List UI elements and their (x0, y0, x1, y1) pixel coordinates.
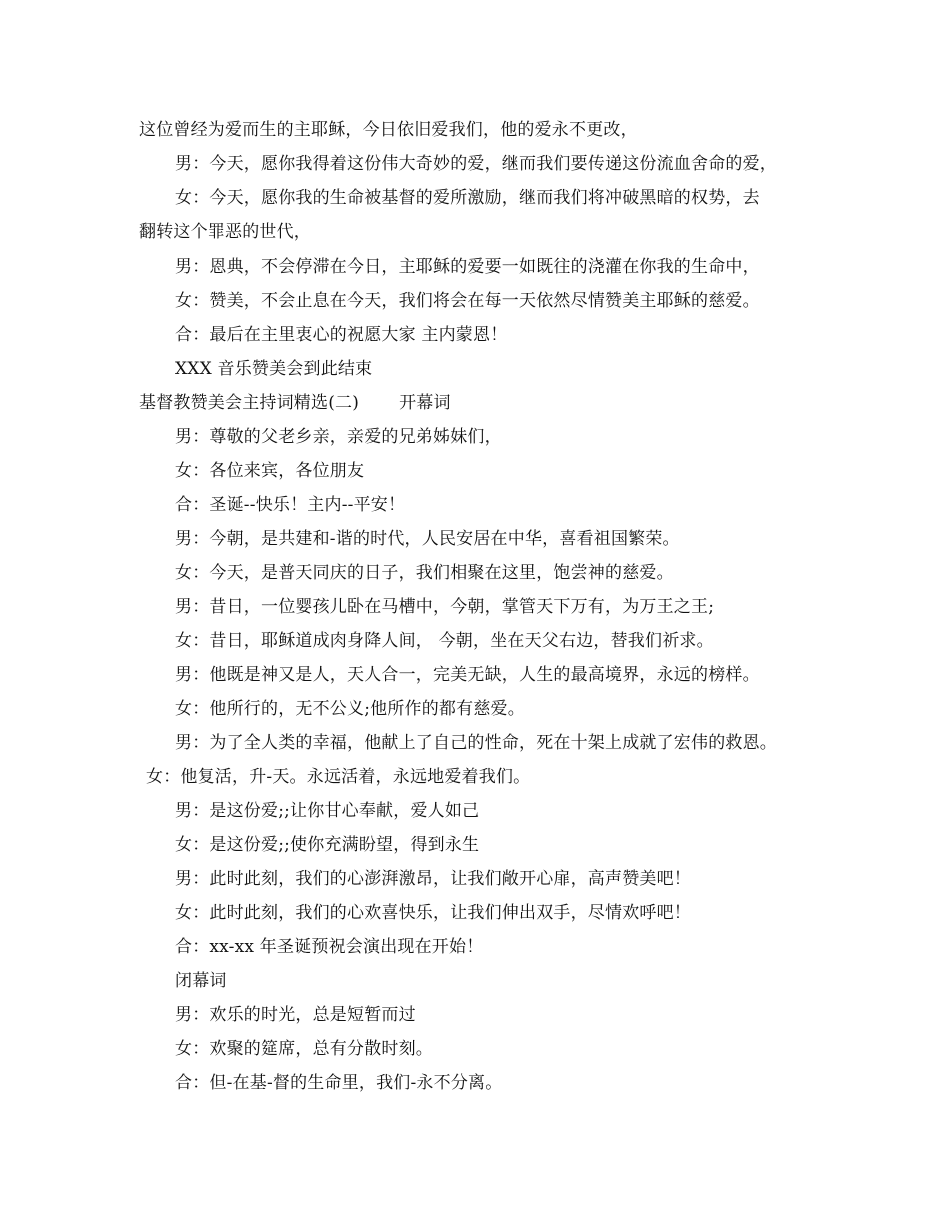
text-line: 这位曾经为爱而生的主耶稣，今日依旧爱我们，他的爱永不更改， (139, 120, 638, 140)
subsection-title: 开幕词 (399, 393, 451, 413)
text-line: 女：他复活，升-天。永远活着，永远地爱着我们。 (146, 767, 531, 787)
text-line: 男：他既是神又是人，天人合一，完美无缺，人生的最高境界，永远的榜样。 (175, 665, 760, 685)
text-line: 女：此时此刻，我们的心欢喜快乐，让我们伸出双手，尽情欢呼吧！ (175, 903, 691, 923)
text-line: 男：今朝，是共建和-谐的时代，人民安居在中华，喜看祖国繁荣。 (175, 529, 680, 549)
text-line: 男：为了全人类的幸福，他献上了自己的性命，死在十架上成就了宏伟的救恩。 (175, 733, 777, 753)
text-line: XXX 音乐赞美会到此结束 (175, 359, 373, 379)
text-line: 女：是这份爱;;使你充满盼望，得到永生 (175, 835, 480, 855)
text-line: 女：昔日，耶稣道成肉身降人间， 今朝，坐在天父右边，替我们祈求。 (175, 631, 714, 651)
text-line: 合：xx-xx 年圣诞预祝会演出现在开始！ (175, 937, 484, 957)
section-heading (139, 391, 451, 415)
text-line: 合：最后在主里衷心的祝愿大家 主内蒙恩！ (175, 325, 508, 345)
text-line: 男：恩典，不会停滞在今日，主耶稣的爱要一如既往的浇灌在你我的生命中， (175, 257, 760, 277)
section-title: 基督教赞美会主持词精选(二) (139, 393, 360, 413)
text-line: 女：今天，是普天同庆的日子，我们相聚在这里，饱尝神的慈爱。 (175, 563, 674, 583)
text-line: 女：欢聚的筵席，总有分散时刻。 (175, 1039, 433, 1059)
subsection-title: 闭幕词 (175, 971, 227, 991)
text-line: 翻转这个罪恶的世代， (139, 222, 311, 242)
text-line: 女：各位来宾，各位朋友 (175, 461, 365, 481)
text-line: 男：昔日，一位婴孩儿卧在马槽中，今朝，掌管天下万有，为万王之王; (175, 597, 715, 617)
text-line: 合：但-在基-督的生命里，我们-永不分离。 (175, 1073, 503, 1093)
text-line: 女：他所行的，无不公义;他所作的都有慈爱。 (175, 699, 525, 719)
text-line: 男：今天，愿你我得着这份伟大奇妙的爱，继而我们要传递这份流血舍命的爱， (175, 154, 777, 174)
text-line: 合：圣诞--快乐！主内--平安！ (175, 495, 406, 515)
text-line: 男：欢乐的时光，总是短暂而过 (175, 1005, 416, 1025)
text-line: 女：赞美，不会止息在今天，我们将会在每一天依然尽情赞美主耶稣的慈爱。 (175, 291, 760, 311)
text-line: 男：此时此刻，我们的心澎湃激昂，让我们敞开心扉，高声赞美吧！ (175, 869, 691, 889)
text-line: 女：今天，愿你我的生命被基督的爱所激励，继而我们将冲破黑暗的权势，去 (175, 188, 760, 208)
text-line: 男：尊敬的父老乡亲，亲爱的兄弟姊妹们， (175, 427, 502, 447)
text-line: 男：是这份爱;;让你甘心奉献，爱人如己 (175, 801, 480, 821)
